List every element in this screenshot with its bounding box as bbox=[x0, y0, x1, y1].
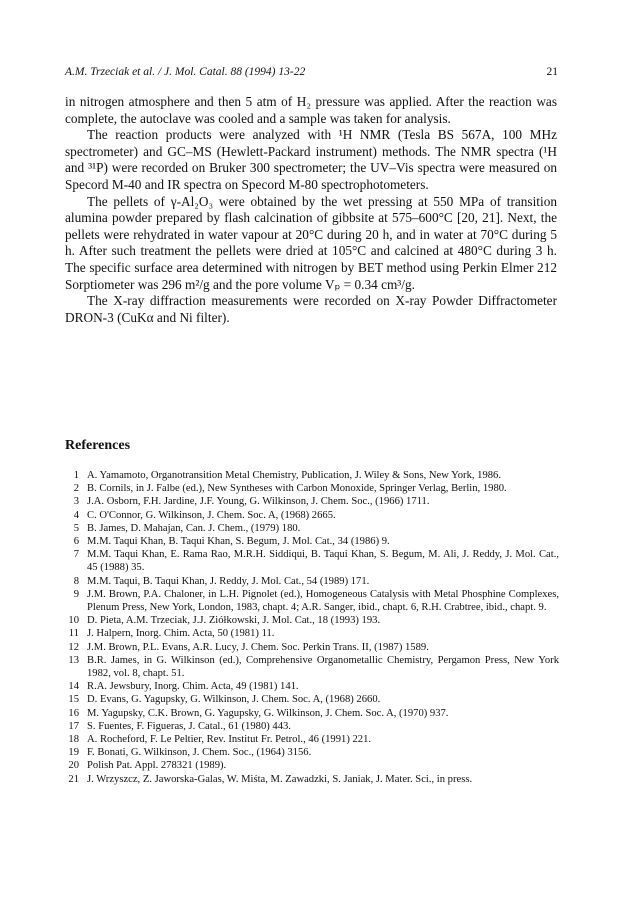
reference-number: 8 bbox=[73, 575, 79, 587]
reference-text: C. O'Connor, G. Wilkinson, J. Chem. Soc. A, (1968) 2665. bbox=[87, 509, 336, 521]
reference-item bbox=[65, 548, 559, 574]
reference-item bbox=[65, 773, 559, 786]
reference-number: 12 bbox=[68, 641, 79, 653]
body-text bbox=[65, 94, 557, 326]
reference-number: 18 bbox=[68, 734, 79, 746]
reference-item bbox=[65, 588, 559, 614]
reference-number: 6 bbox=[73, 536, 79, 548]
reference-text: M.M. Taqui Khan, B. Taqui Khan, S. Begum, J. Mol. Cat., 34 (1986) 9. bbox=[87, 536, 390, 548]
reference-item bbox=[65, 495, 559, 508]
reference-number: 19 bbox=[68, 747, 79, 759]
reference-number: 21 bbox=[68, 773, 79, 785]
reference-text: J.M. Brown, P.A. Chaloner, in L.H. Pignolet (ed.), Homogeneous Catalysis with Metal Phosphine Complexes, Plenum Press, New York, London, 1983, chapt. 4; A.R. Sanger, ibid., chapt. 6, R.H. Crabtree, ibid., chapt. 9. bbox=[87, 588, 559, 614]
reference-text: R.A. Jewsbury, Inorg. Chim. Acta, 49 (1981) 141. bbox=[87, 681, 299, 693]
reference-item bbox=[65, 693, 559, 706]
reference-item bbox=[65, 575, 559, 588]
reference-item bbox=[65, 641, 559, 654]
reference-number: 2 bbox=[73, 483, 79, 495]
reference-item bbox=[65, 759, 559, 772]
paragraph-1: in nitrogen atmosphere and then 5 atm of H₂ pressure was applied. After the reaction was complete, the autoclave was cooled and a sample was taken for analysis. bbox=[65, 94, 557, 126]
references-heading: References bbox=[65, 438, 131, 453]
reference-number: 10 bbox=[68, 615, 79, 627]
reference-item bbox=[65, 746, 559, 759]
reference-text: J.M. Brown, P.L. Evans, A.R. Lucy, J. Chem. Soc. Perkin Trans. II, (1987) 1589. bbox=[87, 641, 429, 653]
reference-item bbox=[65, 680, 559, 693]
paragraph-4: The X-ray diffraction measurements were recorded on X-ray Powder Diffractometer DRON-3 (CuKα and Ni filter). bbox=[65, 293, 557, 325]
reference-item bbox=[65, 654, 559, 680]
reference-item bbox=[65, 733, 559, 746]
reference-item bbox=[65, 535, 559, 548]
reference-text: M.M. Taqui Khan, E. Rama Rao, M.R.H. Siddiqui, B. Taqui Khan, S. Begum, M. Ali, J. Reddy, J. Mol. Cat., 45 (1988) 35. bbox=[87, 549, 559, 574]
reference-text: S. Fuentes, F. Figueras, J. Catal., 61 (1980) 443. bbox=[87, 720, 291, 732]
reference-number: 9 bbox=[73, 588, 79, 600]
reference-text: D. Pieta, A.M. Trzeciak, J.J. Ziółkowski, J. Mol. Cat., 18 (1993) 193. bbox=[87, 615, 381, 627]
reference-text: J. Wrzyszcz, Z. Jaworska-Galas, W. Miśta, M. Zawadzki, S. Janiak, J. Mater. Sci., in press. bbox=[87, 773, 473, 785]
reference-number: 17 bbox=[68, 720, 79, 732]
reference-text: D. Evans, G. Yagupsky, G. Wilkinson, J. Chem. Soc. A, (1968) 2660. bbox=[87, 694, 381, 706]
reference-item bbox=[65, 707, 559, 720]
reference-item bbox=[65, 614, 559, 627]
reference-number: 4 bbox=[73, 509, 79, 521]
reference-number: 14 bbox=[68, 681, 79, 693]
reference-item bbox=[65, 469, 559, 482]
running-header bbox=[65, 66, 558, 78]
reference-number: 1 bbox=[73, 470, 79, 481]
running-citation: A.M. Trzeciak et al. / J. Mol. Catal. 88 (1994) 13-22 bbox=[65, 66, 306, 78]
reference-text: J. Halpern, Inorg. Chim. Acta, 50 (1981) 11. bbox=[87, 628, 275, 640]
reference-number: 16 bbox=[68, 707, 79, 719]
reference-text: J.A. Osborn, F.H. Jardine, J.F. Young, G. Wilkinson, J. Chem. Soc., (1966) 1711. bbox=[87, 496, 430, 508]
reference-item bbox=[65, 627, 559, 640]
reference-text: B.R. James, in G. Wilkinson (ed.), Comprehensive Organometallic Chemistry, Pergamon Press, New York 1982, vol. 8, chapt. 51. bbox=[87, 654, 559, 680]
reference-number: 20 bbox=[68, 760, 79, 772]
reference-item bbox=[65, 482, 559, 495]
page-number: 21 bbox=[546, 66, 558, 78]
paragraph-3: The pellets of γ-Al₂O₃ were obtained by the wet pressing at 550 MPa of transition alumina powder prepared by flash calcination of gibbsite at 575–600°C [20, 21]. Next, the pellets were rehydrated in water vapour at 20°C during 20 h, and in water at 70°C during 5 h. After such treatment the pellets were dried at 105°C and calcined at 480°C during 3 h. The specific surface area determined with nitrogen by BET method using Perkin Elmer 212 Sorptiometer was 296 m²/g and the pore volume Vₚ = 0.34 cm³/g. bbox=[65, 193, 557, 292]
reference-text: Polish Pat. Appl. 278321 (1989). bbox=[87, 760, 227, 772]
reference-text: M. Yagupsky, C.K. Brown, G. Yagupsky, G. Wilkinson, J. Chem. Soc. A, (1970) 937. bbox=[87, 707, 449, 719]
reference-text: M.M. Taqui, B. Taqui Khan, J. Reddy, J. Mol. Cat., 54 (1989) 171. bbox=[87, 575, 370, 587]
reference-text: F. Bonati, G. Wilkinson, J. Chem. Soc., (1964) 3156. bbox=[87, 747, 312, 759]
reference-text: A. Rocheford, F. Le Peltier, Rev. Institut Fr. Petrol., 46 (1991) 221. bbox=[87, 734, 372, 746]
reference-text: A. Yamamoto, Organotransition Metal Chemistry, Publication, J. Wiley & Sons, New York, 1986. bbox=[87, 470, 501, 481]
reference-number: 13 bbox=[68, 654, 79, 666]
reference-item bbox=[65, 522, 559, 535]
reference-item bbox=[65, 720, 559, 733]
reference-number: 5 bbox=[73, 522, 79, 534]
reference-number: 3 bbox=[73, 496, 79, 508]
reference-list bbox=[65, 469, 559, 786]
paragraph-2: The reaction products were analyzed with ¹H NMR (Tesla BS 567A, 100 MHz spectrometer) and GC–MS (Hewlett-Packard instrument) methods. The NMR spectra (¹H and ³¹P) were recorded on Bruker 300 spectrometer; the UV–Vis spectra were measured on Specord M-40 and IR spectra on Specord M-80 spectrophotometers. bbox=[65, 127, 557, 192]
reference-number: 15 bbox=[68, 694, 79, 706]
reference-item bbox=[65, 509, 559, 522]
reference-number: 11 bbox=[68, 628, 79, 640]
reference-number: 7 bbox=[73, 549, 79, 561]
reference-text: B. Cornils, in J. Falbe (ed.), New Syntheses with Carbon Monoxide, Springer Verlag, Berlin, 1980. bbox=[87, 483, 507, 495]
reference-text: B. James, D. Mahajan, Can. J. Chem., (1979) 180. bbox=[87, 522, 301, 534]
